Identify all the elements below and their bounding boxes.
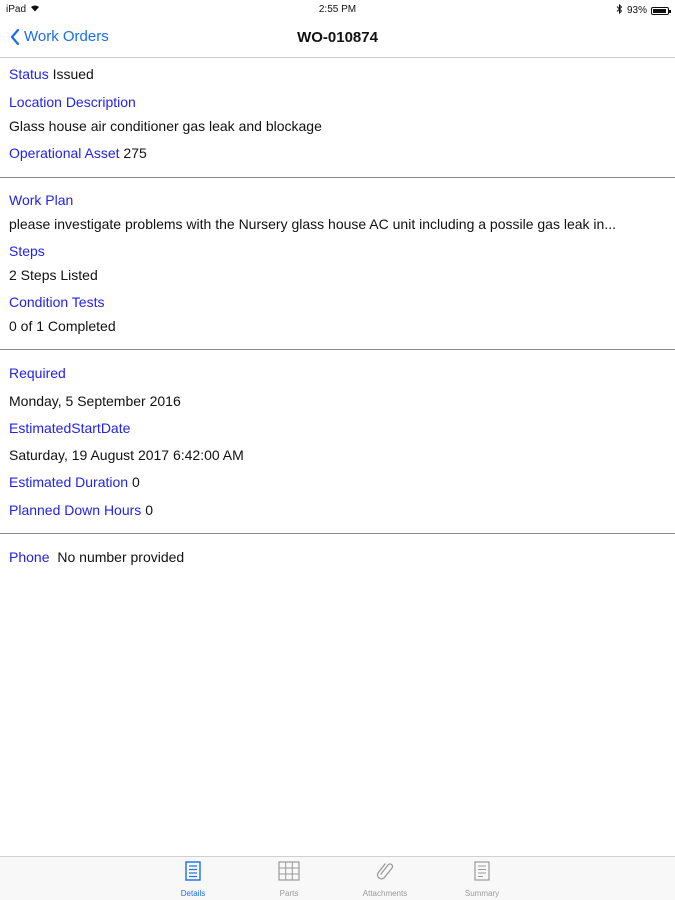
planned-down-hours-value: 0 [145, 502, 153, 518]
estimated-duration-value: 0 [131, 474, 140, 490]
bluetooth-icon [616, 4, 623, 17]
required-label: Required [9, 365, 66, 381]
battery-percent: 93% [626, 5, 647, 16]
clock: 2:55 PM [318, 4, 357, 15]
status-value: Issued [52, 66, 94, 82]
estimated-duration-row [9, 474, 140, 490]
navigation-bar [0, 20, 675, 58]
battery-level [653, 9, 666, 13]
status-label: Status [9, 66, 49, 82]
contact-section [0, 535, 675, 575]
work-plan-label: Work Plan [9, 192, 74, 208]
tab-parts[interactable] [254, 861, 324, 898]
tab-bar [0, 856, 675, 900]
battery-icon [651, 7, 669, 15]
general-section [0, 58, 675, 178]
tab-details-label: Details [180, 889, 206, 898]
planned-down-hours-row [9, 502, 153, 518]
status-bar [0, 0, 675, 20]
asset-value: 275 [123, 145, 147, 161]
phone-label: Phone [9, 549, 50, 565]
tab-parts-label: Parts [279, 889, 299, 898]
steps-value[interactable]: 2 Steps Listed [9, 267, 98, 283]
tab-summary-label: Summary [464, 889, 500, 898]
estimated-duration-label: Estimated Duration [9, 474, 129, 490]
status-row [9, 66, 94, 82]
page-title: WO-010874 [297, 29, 378, 46]
condition-tests-value[interactable]: 0 of 1 Completed [9, 318, 116, 334]
schedule-section [0, 350, 675, 534]
parts-icon [278, 861, 300, 881]
tab-details[interactable] [158, 861, 228, 898]
tab-attachments-label: Attachments [362, 889, 408, 898]
location-label: Location Description [9, 94, 136, 110]
asset-label: Operational Asset [9, 145, 120, 161]
condition-tests-label: Condition Tests [9, 294, 105, 310]
tab-summary[interactable] [447, 861, 517, 898]
planned-down-hours-label: Planned Down Hours [9, 502, 142, 518]
back-button-label: Work Orders [24, 28, 109, 45]
paperclip-icon [375, 861, 395, 881]
location-value: Glass house air conditioner gas leak and blockage [9, 118, 322, 134]
phone-value: No number provided [57, 549, 185, 565]
device-name: iPad [6, 4, 27, 15]
tab-attachments[interactable] [350, 861, 420, 898]
steps-label: Steps [9, 243, 45, 259]
required-value: Monday, 5 September 2016 [9, 393, 181, 409]
estimated-start-label: EstimatedStartDate [9, 420, 131, 436]
phone-row[interactable] [9, 549, 184, 565]
summary-icon [474, 861, 490, 881]
estimated-start-value: Saturday, 19 August 2017 6:42:00 AM [9, 447, 244, 463]
work-plan-section [0, 178, 675, 350]
work-plan-value[interactable]: please investigate problems with the Nursery glass house AC unit including a possile gas leak in... [9, 216, 616, 232]
details-icon [185, 861, 201, 881]
asset-row[interactable] [9, 145, 147, 161]
